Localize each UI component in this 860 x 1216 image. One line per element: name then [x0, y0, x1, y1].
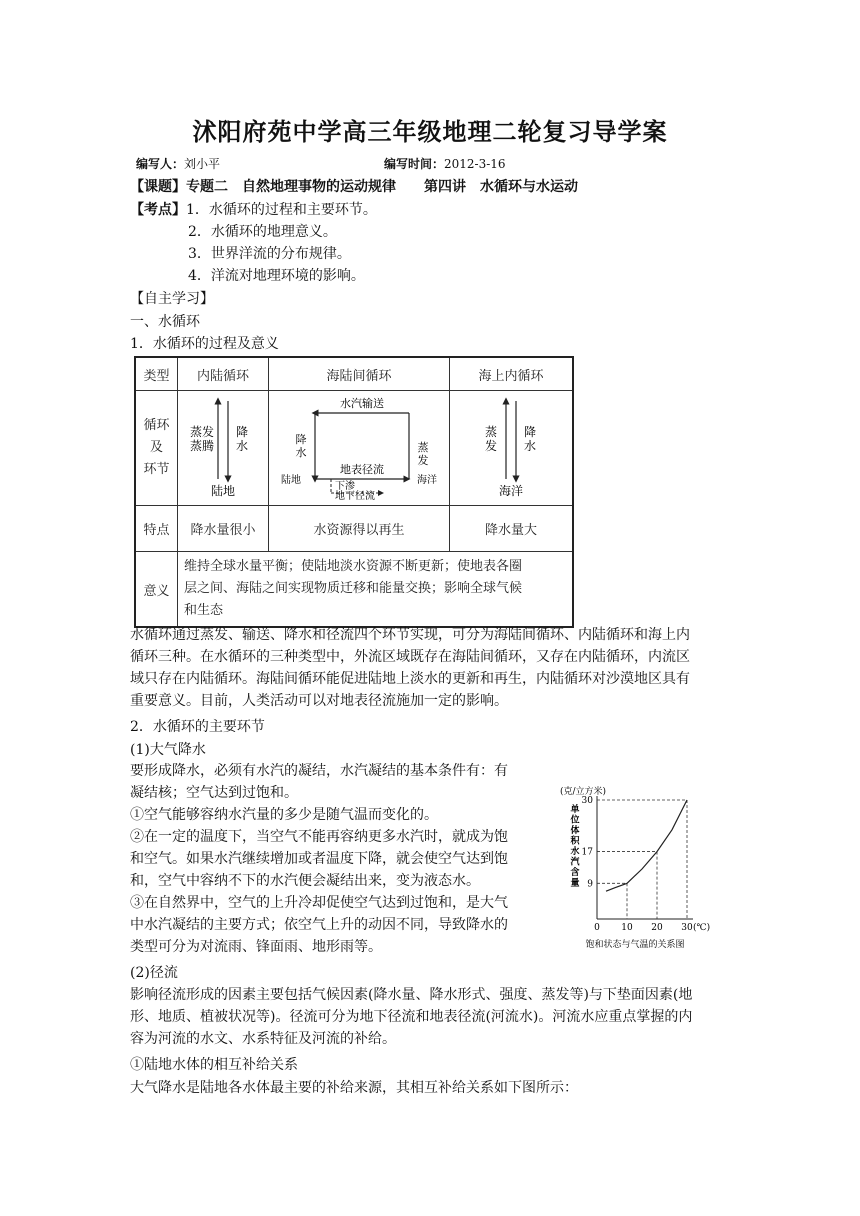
precipitation-label: 水 — [235, 439, 249, 453]
paragraph-supply: 大气降水是陆地各水体最主要的补给来源，其相互补给关系如下图所示： — [130, 1080, 578, 1096]
kaodian-line-1 — [130, 199, 377, 219]
evaporation-label: 发 — [417, 454, 429, 467]
paragraph-line: 类型可分为对流雨、锋面雨、地形雨等。 — [130, 939, 382, 955]
chart-unit-label: (克/立方米) — [560, 787, 607, 797]
chart-title: 饱和状态与气温的关系图 — [585, 940, 685, 950]
date-value: 2012-3-16 — [444, 157, 506, 171]
paragraph-precipitation — [130, 760, 508, 958]
author-name: 刘小平 — [184, 157, 221, 171]
underground-runoff-label: 地下径流 — [335, 491, 375, 501]
meaning-cell — [178, 552, 574, 628]
sea-land-cycle-cell — [269, 391, 450, 506]
page-title: 沭阳府苑中学高三年级地理二轮复习导学案 — [192, 117, 668, 146]
x-tick-label: 10 — [621, 923, 633, 933]
y-label-char: 含 — [570, 868, 580, 878]
kaodian-item: 3．世界洋流的分布规律。 — [188, 246, 351, 262]
row-label-part: 环节 — [143, 462, 170, 477]
chart-guides — [597, 800, 687, 919]
precipitation-label: 降 — [295, 433, 307, 446]
table-header-cell: 海上内循环 — [450, 357, 574, 391]
paragraph-line: 和，空气中容纳不下的水汽便会凝结出来，变为液态水。 — [130, 873, 480, 889]
paragraph-runoff — [130, 984, 692, 1050]
y-label-char: 水 — [570, 847, 580, 857]
subsection-heading: (1)大气降水 — [130, 742, 206, 758]
chart-xlabel: (℃) — [693, 923, 711, 933]
table-row-cycle — [135, 391, 573, 506]
feature-cell: 降水量很小 — [178, 506, 269, 552]
y-label-char: 单 — [570, 805, 580, 815]
paragraph-line: ②在一定的温度下，当空气不能再容纳更多水汽时，就成为饱 — [130, 829, 508, 845]
paragraph-line: 凝结核；空气达到过饱和。 — [130, 785, 298, 801]
topic-label: 【课题】 — [130, 179, 186, 195]
subsection-heading: 1．水循环的过程及意义 — [130, 336, 279, 352]
paragraph-line: 和空气。如果水汽继续增加或者温度下降，就会使空气达到饱 — [130, 851, 508, 867]
paragraph-line: 水循环通过蒸发、输送、降水和径流四个环节实现，可分为海陆间循环、内陆循环和海上内 — [130, 627, 690, 643]
y-label-char: 汽 — [570, 857, 580, 868]
saturation-curve — [606, 800, 687, 891]
table-row-feature — [135, 506, 573, 552]
feature-cell: 水资源得以再生 — [269, 506, 450, 552]
paragraph-line: ①空气能够容纳水汽量的多少是随气温而变化的。 — [130, 807, 438, 823]
paragraph-line: 域只存在内陆循环。海陆间循环能促进陆地上淡水的更新和再生，内陆循环对沙漠地区具有 — [130, 671, 690, 687]
transpiration-label: 蒸腾 — [189, 439, 215, 453]
paragraph-water-cycle — [130, 624, 690, 712]
x-tick-label: 30 — [681, 923, 693, 933]
x-tick-label: 20 — [651, 923, 663, 933]
paragraph-line: 要形成降水，必须有水汽的凝结，水汽凝结的基本条件有：有 — [130, 763, 508, 779]
table-header-row — [135, 357, 573, 391]
date-label: 编写时间： — [384, 157, 445, 171]
paragraph-line: ③在自然界中，空气的上升冷却促使空气达到过饱和，是大气 — [130, 895, 508, 911]
meaning-line: 维持全球水量平衡；使陆地淡水资源不断更新；使地表各圈 — [184, 559, 523, 574]
inland-cycle-diagram — [178, 391, 268, 501]
topic-text: 专题二 自然地理事物的运动规律 第四讲 水循环与水运动 — [186, 179, 578, 195]
ocean-cycle-cell — [450, 391, 574, 506]
evaporation-label: 发 — [484, 439, 498, 453]
y-label-char: 积 — [570, 836, 580, 847]
precipitation-label: 降 — [523, 425, 537, 439]
vapor-transport-label: 水汽输送 — [340, 397, 384, 410]
row-label-cycle — [135, 391, 178, 506]
row-label-feature: 特点 — [135, 506, 178, 552]
y-label-char: 体 — [570, 826, 580, 836]
evaporation-label: 蒸 — [484, 425, 498, 439]
subsection-heading: 2．水循环的主要环节 — [130, 719, 265, 735]
kaodian-label: 【考点】 — [130, 202, 186, 218]
kaodian-item: 1．水循环的过程和主要环节。 — [186, 202, 377, 218]
date-line — [384, 155, 506, 172]
evaporation-label: 蒸 — [417, 441, 429, 454]
paragraph-line: 循环三种。在水循环的三种类型中，外流区域既存在海陆间循环，又存在内陆循环，内流区 — [130, 649, 690, 665]
y-tick-label: 17 — [581, 847, 593, 858]
y-label-char: 量 — [570, 878, 580, 889]
self-study-heading: 【自主学习】 — [130, 291, 214, 307]
row-label-meaning: 意义 — [135, 552, 178, 628]
x-tick-label: 0 — [594, 923, 600, 933]
y-label-char: 位 — [570, 815, 580, 826]
evaporation-label: 蒸发 — [189, 425, 215, 439]
infiltration-label: 下渗 — [335, 481, 355, 492]
kaodian-item: 2．水循环的地理意义。 — [188, 224, 337, 240]
section-heading: 一、水循环 — [130, 314, 200, 330]
kaodian-item: 4．洋流对地理环境的影响。 — [188, 268, 365, 284]
ocean-label: 海洋 — [498, 484, 524, 498]
water-cycle-table — [134, 356, 574, 628]
subsection-heading: ①陆地水体的相互补给关系 — [130, 1057, 298, 1073]
surface-runoff-label: 地表径流 — [340, 463, 384, 476]
paragraph-line: 影响径流形成的因素主要包括气候因素(降水量、降水形式、强度、蒸发等)与下垫面因素(地 — [130, 987, 693, 1003]
meaning-line: 和生态 — [184, 603, 224, 618]
land-label: 陆地 — [281, 475, 301, 486]
y-tick-label: 30 — [581, 796, 593, 806]
table-row-meaning — [135, 552, 573, 628]
table-header-cell: 类型 — [135, 357, 178, 391]
precipitation-label: 水 — [295, 446, 307, 459]
feature-cell: 降水量大 — [450, 506, 574, 552]
paragraph-line: 形、地质、植被状况等)。径流可分为地下径流和地表径流(河流水)。河流水应重点掌握的内 — [130, 1009, 693, 1025]
meaning-line: 层之间、海陆之间实现物质迁移和能量交换；影响全球气候 — [184, 581, 523, 596]
row-label-part: 及 — [149, 440, 163, 455]
author-line — [136, 155, 220, 172]
ocean-label: 海洋 — [417, 475, 437, 486]
author-label: 编写人： — [136, 157, 185, 171]
row-label-part: 循环 — [143, 418, 170, 433]
ocean-cycle-diagram — [450, 391, 572, 501]
paragraph-line: 重要意义。目前，人类活动可以对地表径流施加一定的影响。 — [130, 693, 508, 709]
land-label: 陆地 — [210, 484, 236, 498]
topic-line — [130, 176, 578, 196]
y-tick-label: 9 — [587, 879, 593, 890]
paragraph-line: 中水汽凝结的主要方式；依空气上升的动因不同，导致降水的 — [130, 917, 508, 933]
precipitation-label: 降 — [235, 425, 249, 439]
precipitation-label: 水 — [523, 439, 537, 453]
table-header-cell: 内陆循环 — [178, 357, 269, 391]
saturation-chart — [555, 784, 715, 954]
chart-ylabel — [569, 803, 580, 889]
paragraph-line: 容为河流的水文、水系特征及河流的补给。 — [130, 1031, 396, 1047]
table-header-cell: 海陆间循环 — [269, 357, 450, 391]
chart-y-ticks — [582, 796, 594, 889]
sea-land-cycle-diagram — [269, 391, 449, 501]
subsection-heading: (2)径流 — [130, 965, 178, 981]
inland-cycle-cell — [178, 391, 269, 506]
chart-x-ticks — [594, 923, 693, 933]
